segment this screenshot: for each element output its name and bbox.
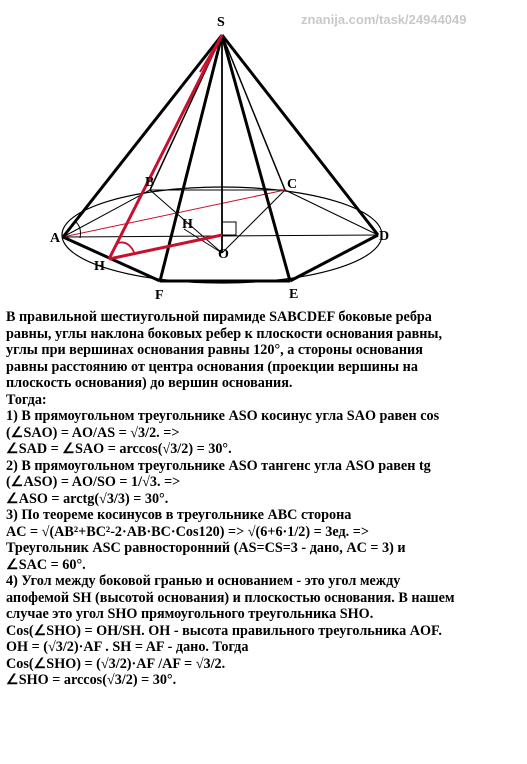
text-line: AC = √(AB²+BC²-2·AB·BC·Cos120) => √(6+6·1/2) = 3ед. => [6,523,369,540]
text-line: OH = (√3/2)·AF . SH = AF - дано. Тогда [6,639,249,655]
label-h-inner: H [182,217,193,232]
solution-text [6,309,521,689]
text-line: (∠SAO) = AO/AS = √3/2. => [6,424,180,441]
label-f: F [155,288,164,303]
text-line: ∠SHO = arccos(√3/2) = 30°. [6,672,177,688]
text-line: 2) В прямоугольном треугольнике ASO тангенс угла ASO равен tg [6,457,431,474]
apothem-sh [109,35,222,259]
pyramid-figure [0,0,527,305]
label-c: C [287,177,298,192]
text-line: углы при вершинах основания равны 120°, а стороны основания [6,342,423,358]
angle-arc-h [118,242,134,252]
label-a: A [50,231,61,246]
text-line: Cos(∠SHO) = (√3/2)·AF /AF = √3/2. [6,655,226,672]
text-line: (∠ASO) = AO/SO = 1/√3. => [6,474,181,490]
label-d: D [379,229,390,244]
text-line: равны, углы наклона боковых ребер к плоскости основания равны, [6,325,443,342]
label-e: E [289,287,299,302]
watermark: znanija.com/task/24944049 [301,12,467,27]
visible-lateral-edges [63,35,378,281]
text-line: 4) Угол между боковой гранью и основанием - это угол между [6,573,401,589]
text-line: плоскость основания) до вершин основания. [6,375,293,391]
text-line: В правильной шестиугольной пирамиде SABCDEF боковые ребра [6,309,432,325]
text-line: ∠ASO = arctg(√3/3) = 30°. [6,490,169,507]
text-line: Cos(∠SHO) = OH/SH. OH - высота правильного треугольника AOF. [6,622,442,639]
text-line: ∠SAC = 60°. [6,556,86,573]
label-h-outer: H [94,259,105,274]
text-line: равны расстоянию от центра основания (проекции вершины на [6,358,418,375]
right-angle-mark [222,222,236,235]
label-o: O [218,247,229,262]
text-line: апофемой SH (высотой основания) и плоскостью основания. В нашем [6,589,455,606]
text-line: ∠SAD = ∠SAO = arccos(√3/2) = 30°. [6,441,232,457]
text-line: Треугольник ASC равносторонний (AS=CS=3 - дано, AC = 3) и [6,540,406,556]
text-line: 3) По теореме косинусов в треугольнике ABC сторона [6,507,352,523]
text-line: 1) В прямоугольном треугольнике ASO косинус угла SAO равен cos [6,408,440,424]
text-line: случае это угол SHO прямоугольного треугольника SHO. [6,606,374,622]
label-b: B [145,175,155,190]
label-s: S [217,15,225,30]
text-line: Тогда: [6,391,47,408]
